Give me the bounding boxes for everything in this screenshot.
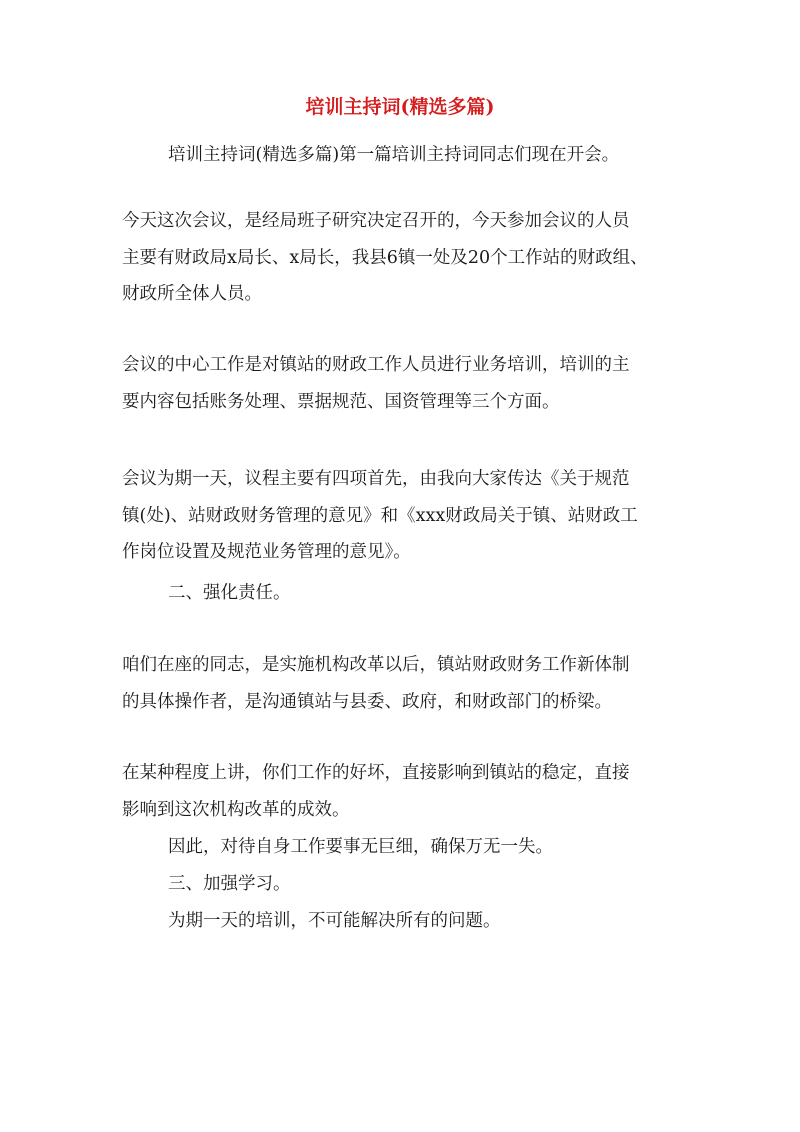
paragraph-line: 为期一天的培训，不可能解决所有的问题。 xyxy=(168,911,501,931)
paragraph-line: 要内容包括账务处理、票据规范、国资管理等三个方面。 xyxy=(122,391,560,412)
paragraph-line: 在某种程度上讲，你们工作的好坏，直接影响到镇站的稳定，直接 xyxy=(122,763,630,783)
paragraph-line: 会议为期一天，议程主要有四项首先，由我向大家传达《关于规范 xyxy=(122,469,630,489)
paragraph-line: 影响到这次机构改革的成效。 xyxy=(122,799,350,820)
paragraph-line: 会议的中心工作是对镇站的财政工作人员进行业务培训，培训的主 xyxy=(122,355,630,375)
paragraph-line: 财政所全体人员。 xyxy=(122,284,262,304)
paragraph-attendees xyxy=(122,203,678,313)
document-title: 培训主持词(精选多篇) xyxy=(305,96,495,118)
paragraph-center-work xyxy=(122,347,678,420)
paragraph-therefore xyxy=(168,829,724,866)
paragraph-line: 作岗位设置及规范业务管理的意见》。 xyxy=(122,542,411,562)
paragraph-line: 镇(处)、站财政财务管理的意见》和《xxx财政局关于镇、站财政工 xyxy=(122,505,638,526)
paragraph-line: 今天这次会议，是经局班子研究决定召开的，今天参加会议的人员 xyxy=(122,211,630,231)
paragraph-line: 三、加强学习。 xyxy=(168,874,291,894)
paragraph-line: 二、强化责任。 xyxy=(168,583,291,603)
paragraph-training xyxy=(168,903,724,940)
paragraph-line: 的具体操作者，是沟通镇站与县委、政府，和财政部门的桥梁。 xyxy=(122,691,612,712)
paragraph-line: 因此，对待自身工作要事无巨细，确保万无一失。 xyxy=(168,837,553,857)
paragraph-intro xyxy=(168,137,724,174)
paragraph-heading-3 xyxy=(168,866,724,903)
paragraph-heading-2 xyxy=(168,575,724,612)
paragraph-comrades xyxy=(122,647,678,720)
paragraph-agenda xyxy=(122,461,678,571)
paragraph-impact xyxy=(122,755,678,828)
paragraph-line: 主要有财政局x局长、x局长，我县6镇一处及20个工作站的财政组、 xyxy=(122,247,648,268)
paragraph-line: 咱们在座的同志，是实施机构改革以后，镇站财政财务工作新体制 xyxy=(122,655,630,675)
paragraph-line: 培训主持词(精选多篇)第一篇培训主持词同志们现在开会。 xyxy=(168,145,620,165)
